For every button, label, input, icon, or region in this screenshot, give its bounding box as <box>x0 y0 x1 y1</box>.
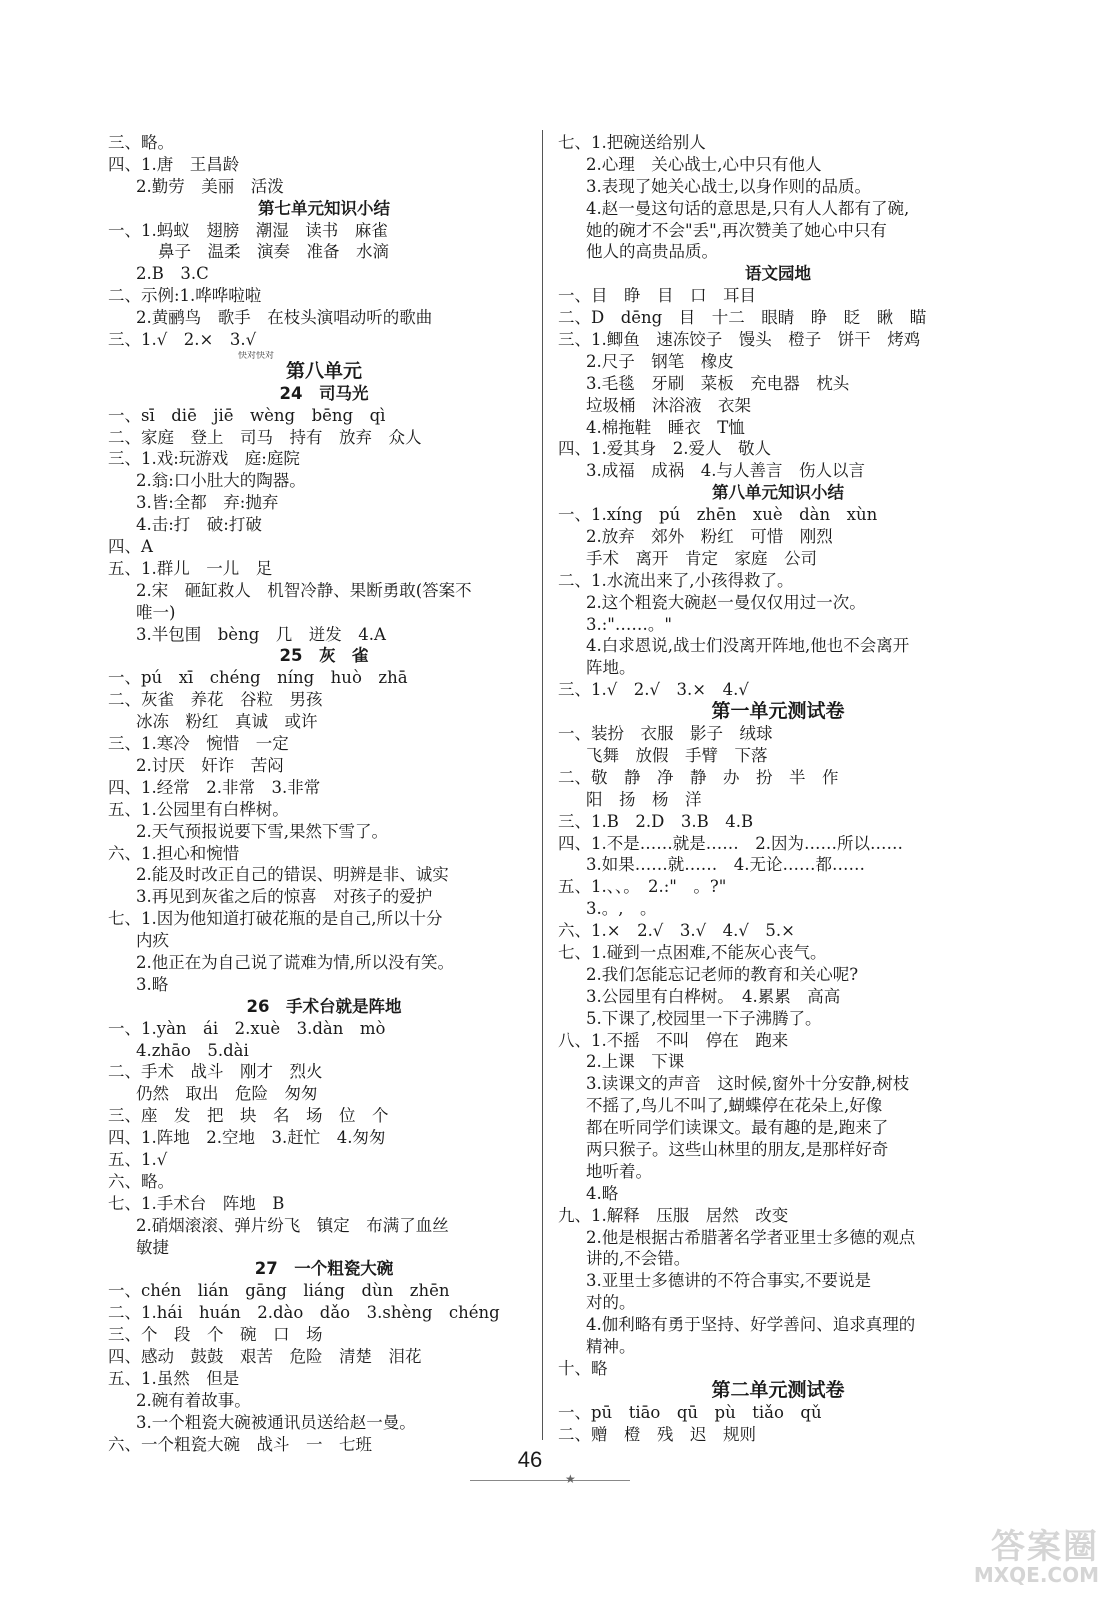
answer-line: 阵地。 <box>586 658 636 678</box>
answer-line: 3.亚里士多德讲的不符合事实,不要说是 <box>586 1271 871 1291</box>
answer-line: 3.:"……。" <box>586 614 672 634</box>
answer-line: 2.讨厌 奸诈 苦闷 <box>136 755 284 775</box>
answer-line: 冰冻 粉红 真诚 或许 <box>136 712 318 732</box>
answer-line: 2.勤劳 美丽 活泼 <box>136 176 284 196</box>
section-heading: 27 一个粗瓷大碗 <box>254 1259 394 1279</box>
answer-line: 不摇了,鸟儿不叫了,蝴蝶停在花朵上,好像 <box>586 1096 883 1116</box>
answer-line: 3.再见到灰雀之后的惊喜 对孩子的爱护 <box>136 887 433 907</box>
answer-line: 3.成福 成祸 4.与人善言 伤人以言 <box>586 461 865 481</box>
answer-line: 鼻子 温柔 演奏 准备 水滴 <box>158 242 389 262</box>
answer-line: 一、pū tiāo qū pù tiǎo qǔ <box>558 1402 822 1422</box>
answer-line: 2.他是根据古希腊著名学者亚里士多德的观点 <box>586 1227 916 1247</box>
answer-column-right <box>558 132 998 1445</box>
answer-line: 二、示例:1.哗哗啦啦 <box>108 286 262 306</box>
answer-line: 内疚 <box>136 931 169 951</box>
answer-line: 4.略 <box>586 1183 619 1203</box>
answer-line: 四、A <box>108 537 153 557</box>
section-heading: 25 灰 雀 <box>279 646 369 666</box>
answer-line: 四、感动 鼓鼓 艰苦 危险 清楚 泪花 <box>108 1346 422 1366</box>
answer-line: 四、1.阵地 2.空地 3.赶忙 4.匆匆 <box>108 1128 386 1148</box>
answer-line: 一、装扮 衣服 影子 绒球 <box>558 724 773 744</box>
answer-line: 六、略。 <box>108 1171 174 1191</box>
answer-line: 仍然 取出 危险 匆匆 <box>136 1084 318 1104</box>
answer-line: 一、sī diē jiē wèng bēng qì <box>108 405 386 425</box>
answer-line: 二、手术 战斗 刚才 烈火 <box>108 1062 323 1082</box>
section-heading: 语文园地 <box>745 264 811 284</box>
answer-line: 八、1.不摇 不叫 停在 跑来 <box>558 1030 789 1050</box>
answer-line: 三、1.B 2.D 3.B 4.B <box>558 811 754 831</box>
answer-line: 3.表现了她关心战士,以身作则的品质。 <box>586 176 871 196</box>
watermark-logo <box>919 1527 1099 1590</box>
answer-line: 五、1.√ <box>108 1149 168 1169</box>
answer-line: 2.放弃 郊外 粉红 可惜 刚烈 <box>586 527 833 547</box>
section-heading: 第二单元测试卷 <box>711 1379 845 1401</box>
page-number: 46 <box>517 1447 543 1472</box>
answer-line: 手术 离开 肯定 家庭 公司 <box>586 548 817 568</box>
answer-line: 三、个 段 个 碗 口 场 <box>108 1325 323 1345</box>
answer-line: 2.能及时改正自己的错误、明辨是非、诚实 <box>136 865 449 885</box>
answer-line: 一、目 睁 目 口 耳目 <box>558 286 756 306</box>
answer-line: 四、1.唐 王昌龄 <box>108 154 240 174</box>
answer-line: 二、1.hái huán 2.dào dǎo 3.shèng chéng <box>108 1303 500 1323</box>
answer-line: 3.一个粗瓷大碗被通讯员送给赵一曼。 <box>136 1412 416 1432</box>
column-divider <box>542 130 543 1440</box>
page-number-underline <box>470 1480 630 1481</box>
answer-line: 三、1.√ 2.× 3.√ <box>108 330 257 350</box>
star-icon: ★ <box>565 1472 576 1486</box>
answer-line: 七、1.手术台 阵地 B <box>108 1193 285 1213</box>
answer-line: 四、1.爱其身 2.爱人 敬人 <box>558 439 771 459</box>
answer-line: 三、略。 <box>108 133 174 152</box>
section-heading: 第一单元测试卷 <box>711 701 845 723</box>
answer-line: 他人的高贵品质。 <box>586 242 718 262</box>
answer-line: 一、1.yàn ái 2.xuè 3.dàn mò <box>108 1018 386 1038</box>
answer-line: 地听着。 <box>586 1161 652 1181</box>
section-heading: 26 手术台就是阵地 <box>246 996 402 1016</box>
answer-line: 3.读课文的声音 这时候,窗外十分安静,树枝 <box>586 1074 910 1094</box>
answer-line: 4.zhāo 5.dài <box>136 1040 249 1060</box>
answer-line: 4.白求恩说,战士们没离开阵地,他也不会离开 <box>586 636 910 656</box>
answer-line: 三、1.戏:玩游戏 庭:庭院 <box>108 449 300 469</box>
answer-line: 3.毛毯 牙刷 菜板 充电器 枕头 <box>586 373 850 393</box>
section-heading: 第八单元知识小结 <box>712 483 844 503</box>
answer-line: 2.B 3.C <box>136 264 209 284</box>
answer-line: 飞舞 放假 手臂 下落 <box>586 745 768 765</box>
answer-line: 一、chén lián gāng liáng dùn zhēn <box>108 1281 450 1301</box>
answer-line: 阳 扬 杨 洋 <box>586 789 702 809</box>
answer-line: 五、1.、、。 2.:" 。?" <box>558 877 727 897</box>
answer-line: 3.。, 。 <box>586 899 657 919</box>
answer-line: 七、1.碰到一点困难,不能灰心丧气。 <box>558 942 827 962</box>
section-heading: 24 司马光 <box>279 383 369 403</box>
answer-line: 4.棉拖鞋 睡衣 T恤 <box>586 417 745 437</box>
answer-line: 3.如果……就…… 4.无论……都…… <box>586 855 865 875</box>
answer-line: 2.硝烟滚滚、弹片纷飞 镇定 布满了血丝 <box>136 1215 449 1235</box>
answer-line: 2.他正在为自己说了谎难为情,所以没有笑。 <box>136 952 454 972</box>
answer-line: 两只猴子。这些山林里的朋友,是那样好奇 <box>586 1139 889 1159</box>
answer-line: 三、1.寒冷 惋惜 一定 <box>108 734 289 754</box>
watermark-logo-url: MXQE.COM <box>973 1563 1099 1587</box>
answer-line: 五、1.公园里有白桦树。 <box>108 799 289 819</box>
answer-line: 2.宋 砸缸救人 机智冷静、果断勇敢(答案不 <box>136 580 472 600</box>
answer-line: 2.这个粗瓷大碗赵一曼仅仅用过一次。 <box>586 592 866 612</box>
answer-line: 5.下课了,校园里一下子沸腾了。 <box>586 1008 822 1028</box>
answer-line: 快对快对 <box>238 350 275 361</box>
answer-line: 讲的,不会错。 <box>586 1249 691 1269</box>
watermark-logo-text: 答案圈 <box>991 1527 1099 1567</box>
answer-line: 二、赠 橙 残 迟 规则 <box>558 1424 756 1444</box>
answer-line: 2.我们怎能忘记老师的教育和关心呢? <box>586 964 859 984</box>
answer-line: 十、略 <box>558 1358 608 1378</box>
answer-line: 二、家庭 登上 司马 持有 放弃 众人 <box>108 427 422 447</box>
answer-line: 一、1.xíng pú zhēn xuè dàn xùn <box>558 505 878 525</box>
answer-line: 五、1.群儿 一儿 足 <box>108 558 273 578</box>
answer-line: 3.公园里有白桦树。 4.累累 高高 <box>586 986 841 1006</box>
answer-line: 2.尺子 钢笔 橡皮 <box>586 351 734 371</box>
answer-line: 3.略 <box>136 974 169 994</box>
answer-line: 垃圾桶 沐浴液 衣架 <box>586 395 751 415</box>
answer-line: 二、敬 静 净 静 办 扮 半 作 <box>558 767 839 787</box>
answer-line: 三、座 发 把 块 名 场 位 个 <box>108 1106 389 1126</box>
answer-line: 六、1.× 2.√ 3.√ 4.√ 5.× <box>558 921 795 941</box>
section-heading: 第八单元 <box>285 360 362 382</box>
answer-line: 一、pú xī chéng níng huò zhā <box>108 668 408 688</box>
answer-line: 2.心理 关心战士,心中只有他人 <box>586 154 822 174</box>
answer-line: 七、1.把碗送给别人 <box>558 133 706 152</box>
answer-line: 四、1.不是……就是…… 2.因为……所以…… <box>558 833 903 853</box>
answer-line: 2.碗有着故事。 <box>136 1390 251 1410</box>
answer-line: 二、灰雀 养花 谷粒 男孩 <box>108 690 323 710</box>
answer-line: 4.伽利略有勇于坚持、好学善问、追求真理的 <box>586 1315 916 1335</box>
answer-line: 4.赵一曼这句话的意思是,只有人人都有了碗, <box>586 198 910 218</box>
answer-line: 五、1.虽然 但是 <box>108 1368 240 1388</box>
answer-line: 2.黄鹂鸟 歌手 在枝头演唱动听的歌曲 <box>136 308 433 328</box>
answer-line: 四、1.经常 2.非常 3.非常 <box>108 777 321 797</box>
answer-line: 六、一个粗瓷大碗 战斗 一 七班 <box>108 1434 372 1454</box>
answer-line: 敏捷 <box>136 1237 169 1257</box>
answer-line: 六、1.担心和惋惜 <box>108 843 240 863</box>
section-heading: 第七单元知识小结 <box>258 198 390 218</box>
answer-line: 唯一) <box>136 602 176 622</box>
answer-line: 二、1.水流出来了,小孩得救了。 <box>558 570 794 590</box>
answer-line: 对的。 <box>586 1293 636 1313</box>
answer-line: 4.击:打 破:打破 <box>136 515 262 535</box>
answer-line: 七、1.因为他知道打破花瓶的是自己,所以十分 <box>108 909 443 929</box>
answer-line: 3.半包围 bèng 几 迸发 4.A <box>136 624 386 644</box>
answer-line: 精神。 <box>586 1336 636 1356</box>
answer-line: 三、1.√ 2.√ 3.× 4.√ <box>558 680 749 700</box>
answer-line: 九、1.解释 压服 居然 改变 <box>558 1205 789 1225</box>
answer-line: 3.皆:全都 弃:抛弃 <box>136 493 279 513</box>
answer-line: 二、D dēng 目 十二 眼睛 睁 眨 瞅 瞄 <box>558 308 927 328</box>
answer-line: 她的碗才不会"丢",再次赞美了她心中只有 <box>586 220 887 240</box>
answer-line: 2.上课 下课 <box>586 1052 685 1072</box>
answer-line: 2.翁:口小肚大的陶器。 <box>136 471 306 491</box>
answer-line: 一、1.蚂蚁 翅膀 潮湿 读书 麻雀 <box>108 220 388 240</box>
answer-column-left <box>108 132 540 1455</box>
answer-line: 2.天气预报说要下雪,果然下雪了。 <box>136 821 388 841</box>
answer-line: 都在听同学们读课文。最有趣的是,跑来了 <box>586 1118 889 1138</box>
answer-line: 三、1.鲫鱼 速冻饺子 馒头 橙子 饼干 烤鸡 <box>558 330 921 350</box>
